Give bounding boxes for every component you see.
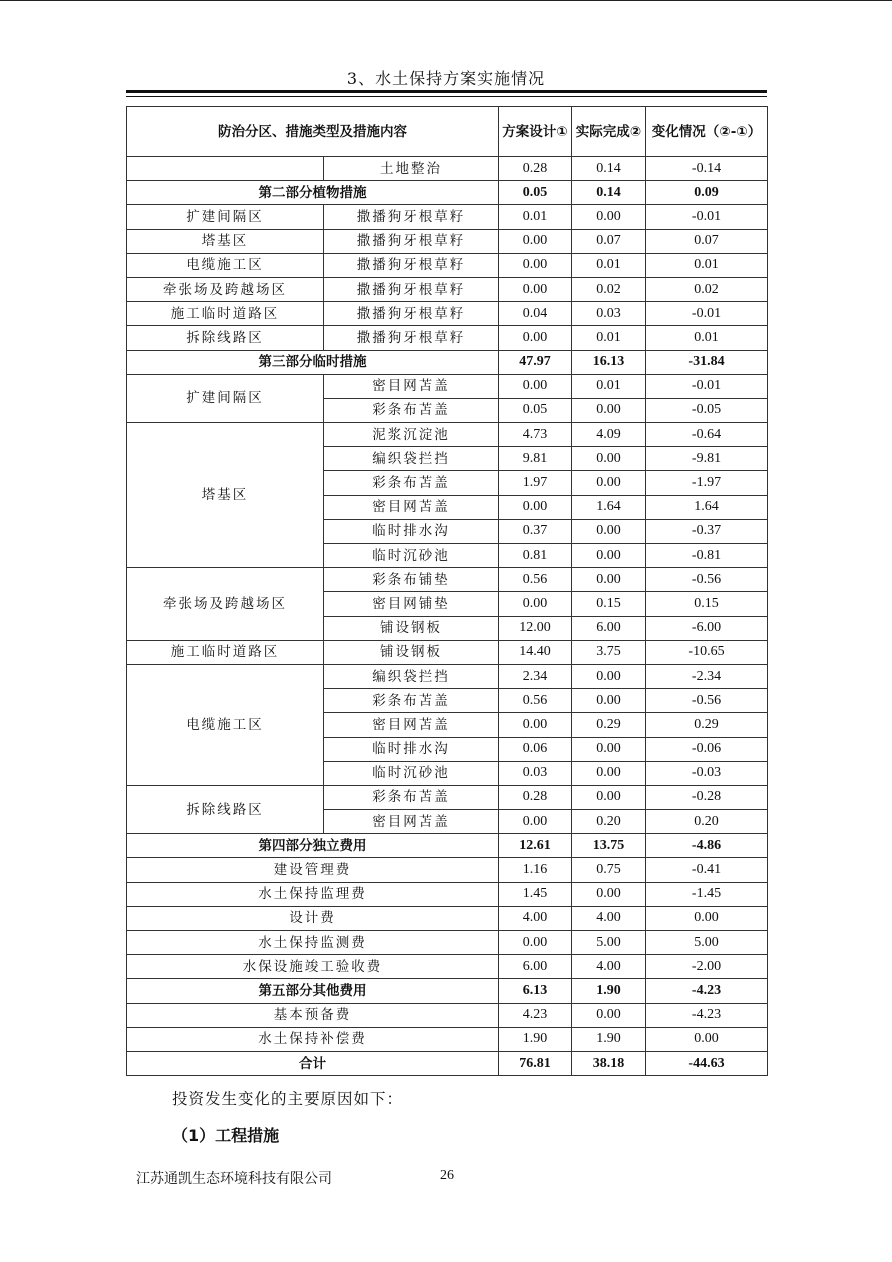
measure-label: 临时沉砂池 (324, 544, 499, 568)
actual-value: 0.07 (572, 229, 646, 253)
actual-value: 0.01 (572, 374, 646, 398)
header-plan: 方案设计① (499, 107, 572, 157)
table-row (127, 302, 768, 326)
actual-value: 0.00 (572, 664, 646, 688)
area-label: 塔基区 (127, 423, 324, 568)
actual-value: 0.00 (572, 737, 646, 761)
actual-value: 38.18 (572, 1051, 646, 1075)
measure-label: 彩条布苫盖 (324, 398, 499, 422)
table-row (127, 157, 768, 181)
measure-label: 彩条布苫盖 (324, 785, 499, 809)
plan-value: 12.61 (499, 834, 572, 858)
plan-value: 4.00 (499, 906, 572, 930)
measure-label: 土地整治 (324, 157, 499, 181)
actual-value: 0.03 (572, 302, 646, 326)
actual-value: 0.00 (572, 447, 646, 471)
table-row (127, 205, 768, 229)
header-rule-thin (126, 96, 767, 97)
area-label: 施工临时道路区 (127, 302, 324, 326)
actual-value: 4.00 (572, 955, 646, 979)
change-value: -4.23 (646, 979, 768, 1003)
actual-value: 0.00 (572, 568, 646, 592)
measure-label: 密目网苫盖 (324, 713, 499, 737)
actual-value: 0.00 (572, 544, 646, 568)
change-value: -31.84 (646, 350, 768, 374)
plan-value: 1.97 (499, 471, 572, 495)
change-value: 0.01 (646, 253, 768, 277)
change-value: -0.81 (646, 544, 768, 568)
plan-value: 9.81 (499, 447, 572, 471)
cost-item-label: 水土保持补偿费 (127, 1027, 499, 1051)
area-label: 施工临时道路区 (127, 640, 324, 664)
table-row (127, 277, 768, 301)
plan-value: 0.81 (499, 544, 572, 568)
plan-value: 0.00 (499, 931, 572, 955)
section-heading: （1）工程措施 (172, 1126, 280, 1145)
table-row (127, 858, 768, 882)
area-cell-empty (127, 157, 324, 181)
table-header-row (127, 107, 768, 157)
plan-value: 0.05 (499, 181, 572, 205)
area-label: 电缆施工区 (127, 664, 324, 785)
measure-label: 彩条布苫盖 (324, 689, 499, 713)
change-value: 1.64 (646, 495, 768, 519)
table-row (127, 253, 768, 277)
change-value: -0.56 (646, 568, 768, 592)
plan-value: 0.28 (499, 157, 572, 181)
change-value: -0.05 (646, 398, 768, 422)
measure-label: 临时排水沟 (324, 519, 499, 543)
change-value: 5.00 (646, 931, 768, 955)
plan-value: 0.00 (499, 326, 572, 350)
section-total-row (127, 1051, 768, 1075)
plan-value: 47.97 (499, 350, 572, 374)
actual-value: 0.00 (572, 471, 646, 495)
measure-label: 彩条布铺垫 (324, 568, 499, 592)
plan-value: 14.40 (499, 640, 572, 664)
change-value: -2.00 (646, 955, 768, 979)
actual-value: 13.75 (572, 834, 646, 858)
actual-value: 0.15 (572, 592, 646, 616)
actual-value: 6.00 (572, 616, 646, 640)
change-value: -0.28 (646, 785, 768, 809)
table-row (127, 229, 768, 253)
measure-label: 密目网铺垫 (324, 592, 499, 616)
change-value: -44.63 (646, 1051, 768, 1075)
plan-value: 0.04 (499, 302, 572, 326)
measure-label: 铺设钢板 (324, 616, 499, 640)
header-change: 变化情况（②-①） (646, 107, 768, 157)
measure-label: 临时沉砂池 (324, 761, 499, 785)
section-total-row (127, 834, 768, 858)
measure-label: 撒播狗牙根草籽 (324, 302, 499, 326)
actual-value: 0.14 (572, 181, 646, 205)
change-value: 0.07 (646, 229, 768, 253)
change-value: -6.00 (646, 616, 768, 640)
change-value: -0.14 (646, 157, 768, 181)
measure-label: 撒播狗牙根草籽 (324, 205, 499, 229)
plan-value: 12.00 (499, 616, 572, 640)
plan-value: 4.23 (499, 1003, 572, 1027)
plan-value: 0.01 (499, 205, 572, 229)
table-row (127, 785, 768, 809)
header-item: 防治分区、措施类型及措施内容 (127, 107, 499, 157)
plan-value: 6.00 (499, 955, 572, 979)
area-label: 扩建间隔区 (127, 374, 324, 422)
cost-item-label: 水土保持监测费 (127, 931, 499, 955)
change-value: -0.56 (646, 689, 768, 713)
area-label: 牵张场及跨越场区 (127, 568, 324, 641)
plan-value: 0.06 (499, 737, 572, 761)
plan-value: 0.37 (499, 519, 572, 543)
change-value: 0.15 (646, 592, 768, 616)
plan-value: 0.28 (499, 785, 572, 809)
actual-value: 0.00 (572, 689, 646, 713)
measure-label: 密目网苫盖 (324, 810, 499, 834)
actual-value: 1.64 (572, 495, 646, 519)
header-rule-thick (126, 90, 767, 93)
measure-label: 撒播狗牙根草籽 (324, 326, 499, 350)
footer-page-number: 26 (440, 1168, 454, 1183)
area-label: 拆除线路区 (127, 785, 324, 833)
area-label: 扩建间隔区 (127, 205, 324, 229)
plan-value: 1.90 (499, 1027, 572, 1051)
table-row (127, 568, 768, 592)
plan-value: 0.56 (499, 689, 572, 713)
actual-value: 0.14 (572, 157, 646, 181)
actual-value: 0.00 (572, 882, 646, 906)
section-label: 第四部分独立费用 (127, 834, 499, 858)
change-value: -0.37 (646, 519, 768, 543)
body-paragraph: 投资发生变化的主要原因如下： (172, 1090, 404, 1108)
area-label: 牵张场及跨越场区 (127, 277, 324, 301)
table-row (127, 906, 768, 930)
cost-item-label: 水土保持监理费 (127, 882, 499, 906)
change-value: -0.01 (646, 302, 768, 326)
measure-label: 临时排水沟 (324, 737, 499, 761)
change-value: -9.81 (646, 447, 768, 471)
table-row (127, 955, 768, 979)
plan-value: 1.16 (499, 858, 572, 882)
change-value: 0.20 (646, 810, 768, 834)
area-label: 拆除线路区 (127, 326, 324, 350)
actual-value: 16.13 (572, 350, 646, 374)
actual-value: 0.02 (572, 277, 646, 301)
actual-value: 4.00 (572, 906, 646, 930)
plan-value: 0.00 (499, 374, 572, 398)
plan-value: 0.00 (499, 495, 572, 519)
plan-value: 2.34 (499, 664, 572, 688)
section-label: 第五部分其他费用 (127, 979, 499, 1003)
cost-item-label: 基本预备费 (127, 1003, 499, 1027)
table-row (127, 423, 768, 447)
investment-comparison-table (126, 106, 768, 1076)
table-row (127, 640, 768, 664)
actual-value: 0.75 (572, 858, 646, 882)
change-value: 0.00 (646, 1027, 768, 1051)
measure-label: 撒播狗牙根草籽 (324, 253, 499, 277)
table-row (127, 1003, 768, 1027)
actual-value: 3.75 (572, 640, 646, 664)
measure-label: 撒播狗牙根草籽 (324, 229, 499, 253)
plan-value: 6.13 (499, 979, 572, 1003)
section-label: 第三部分临时措施 (127, 350, 499, 374)
change-value: 0.29 (646, 713, 768, 737)
change-value: -0.41 (646, 858, 768, 882)
actual-value: 0.20 (572, 810, 646, 834)
measure-label: 泥浆沉淀池 (324, 423, 499, 447)
change-value: 0.09 (646, 181, 768, 205)
actual-value: 0.29 (572, 713, 646, 737)
change-value: 0.01 (646, 326, 768, 350)
section-total-row (127, 979, 768, 1003)
plan-value: 0.05 (499, 398, 572, 422)
plan-value: 0.00 (499, 277, 572, 301)
cost-item-label: 水保设施竣工验收费 (127, 955, 499, 979)
section-label: 合计 (127, 1051, 499, 1075)
plan-value: 0.00 (499, 592, 572, 616)
change-value: -1.97 (646, 471, 768, 495)
page-header-title: 3、水土保持方案实施情况 (346, 69, 546, 88)
change-value: 0.02 (646, 277, 768, 301)
actual-value: 0.00 (572, 761, 646, 785)
measure-label: 编织袋拦挡 (324, 664, 499, 688)
change-value: -4.86 (646, 834, 768, 858)
table-row (127, 931, 768, 955)
cost-item-label: 建设管理费 (127, 858, 499, 882)
measure-label: 撒播狗牙根草籽 (324, 277, 499, 301)
footer-company-name: 江苏通凯生态环境科技有限公司 (136, 1171, 332, 1187)
actual-value: 4.09 (572, 423, 646, 447)
actual-value: 1.90 (572, 1027, 646, 1051)
table-row (127, 1027, 768, 1051)
measure-label: 彩条布苫盖 (324, 471, 499, 495)
actual-value: 0.01 (572, 253, 646, 277)
section-total-row (127, 350, 768, 374)
table-row (127, 664, 768, 688)
actual-value: 0.00 (572, 785, 646, 809)
plan-value: 0.00 (499, 810, 572, 834)
change-value: -0.64 (646, 423, 768, 447)
plan-value: 0.03 (499, 761, 572, 785)
actual-value: 0.00 (572, 519, 646, 543)
change-value: -0.06 (646, 737, 768, 761)
actual-value: 0.01 (572, 326, 646, 350)
change-value: -2.34 (646, 664, 768, 688)
actual-value: 5.00 (572, 931, 646, 955)
change-value: -4.23 (646, 1003, 768, 1027)
actual-value: 0.00 (572, 205, 646, 229)
plan-value: 0.00 (499, 229, 572, 253)
measure-label: 密目网苫盖 (324, 495, 499, 519)
section-total-row (127, 181, 768, 205)
table-row (127, 374, 768, 398)
change-value: -0.03 (646, 761, 768, 785)
plan-value: 0.00 (499, 713, 572, 737)
plan-value: 0.56 (499, 568, 572, 592)
top-border-line (0, 0, 892, 1)
area-label: 电缆施工区 (127, 253, 324, 277)
change-value: -0.01 (646, 205, 768, 229)
plan-value: 0.00 (499, 253, 572, 277)
measure-label: 铺设钢板 (324, 640, 499, 664)
plan-value: 1.45 (499, 882, 572, 906)
cost-item-label: 设计费 (127, 906, 499, 930)
area-label: 塔基区 (127, 229, 324, 253)
measure-label: 密目网苫盖 (324, 374, 499, 398)
actual-value: 1.90 (572, 979, 646, 1003)
change-value: -1.45 (646, 882, 768, 906)
measure-label: 编织袋拦挡 (324, 447, 499, 471)
table-row (127, 882, 768, 906)
section-label: 第二部分植物措施 (127, 181, 499, 205)
change-value: 0.00 (646, 906, 768, 930)
table-row (127, 326, 768, 350)
actual-value: 0.00 (572, 398, 646, 422)
change-value: -10.65 (646, 640, 768, 664)
plan-value: 4.73 (499, 423, 572, 447)
actual-value: 0.00 (572, 1003, 646, 1027)
change-value: -0.01 (646, 374, 768, 398)
plan-value: 76.81 (499, 1051, 572, 1075)
header-actual: 实际完成② (572, 107, 646, 157)
